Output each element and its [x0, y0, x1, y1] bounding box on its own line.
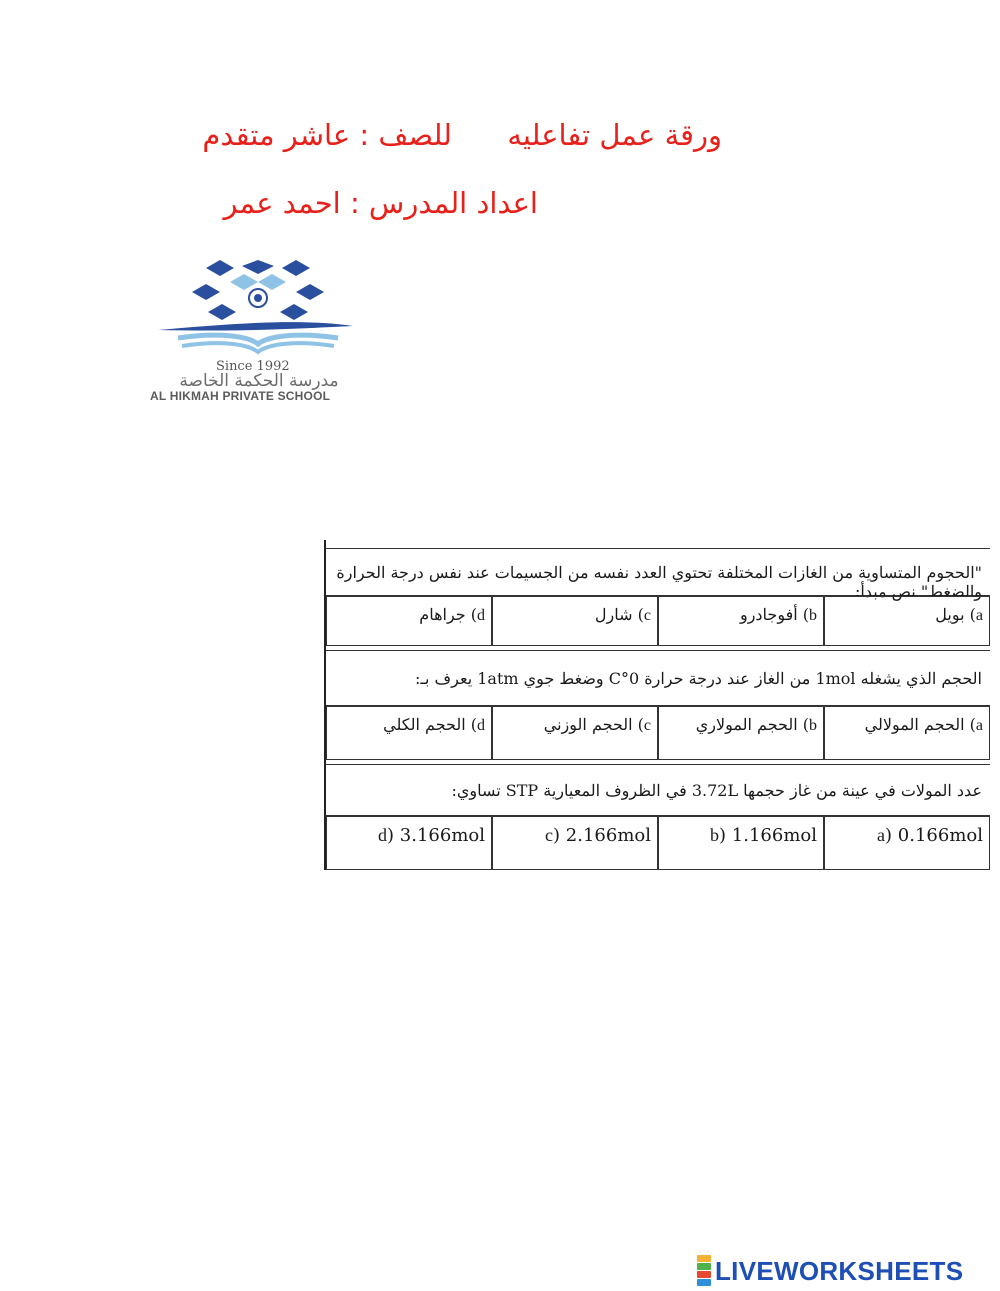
options-row-2 — [326, 706, 990, 760]
options-row-1 — [326, 596, 990, 646]
option-3b[interactable]: b) 1.166mol — [658, 816, 824, 870]
option-3a[interactable]: a) 0.166mol — [824, 816, 990, 870]
worksheet-title: ورقة عمل تفاعليه للصف : عاشر متقدم — [202, 118, 722, 152]
question-1 — [326, 548, 990, 601]
option-2c[interactable]: c) الحجم الوزني — [492, 706, 658, 760]
question-text: الحجم الذي يشغله 1mol من الغاز عند درجة حرارة 0°C وضغط جوي 1atm يعرف بـ: — [414, 669, 982, 688]
option-2b[interactable]: b) الحجم المولاري — [658, 706, 824, 760]
logo-since: Since 1992 — [216, 359, 290, 374]
option-1c[interactable]: c) شارل — [492, 596, 658, 646]
question-text: "الحجوم المتساوية من الغازات المختلفة تحتوي العدد نفسه من الجسيمات عند نفس درجة الحرارة والضغط" نص مبدأ: — [336, 563, 982, 601]
quiz-table — [324, 540, 990, 870]
option-1a[interactable]: a) بويل — [824, 596, 990, 646]
school-emblem-icon — [148, 258, 370, 368]
question-text: عدد المولات في عينة من غاز حجمها 3.72L في الظروف المعيارية STP تساوي: — [451, 781, 982, 800]
teacher-name: اعداد المدرس : احمد عمر — [223, 186, 538, 220]
logo-name-english: AL HIKMAH PRIVATE SCHOOL — [150, 389, 331, 403]
question-3 — [326, 764, 990, 816]
option-3c[interactable]: c) 2.166mol — [492, 816, 658, 870]
school-logo — [148, 258, 370, 408]
liveworksheets-brand[interactable] — [697, 1256, 963, 1286]
liveworksheets-logo-icon — [697, 1255, 711, 1287]
option-3d[interactable]: d) 3.166mol — [326, 816, 492, 870]
option-1b[interactable]: b) أفوجادرو — [658, 596, 824, 646]
option-2d[interactable]: d) الحجم الكلي — [326, 706, 492, 760]
options-row-3 — [326, 816, 990, 870]
brand-text: LIVEWORKSHEETS — [715, 1255, 964, 1286]
option-2a[interactable]: a) الحجم المولالي — [824, 706, 990, 760]
option-1d[interactable]: d) جراهام — [326, 596, 492, 646]
question-2 — [326, 650, 990, 706]
logo-name-arabic: مدرسة الحكمة الخاصة — [179, 371, 339, 391]
